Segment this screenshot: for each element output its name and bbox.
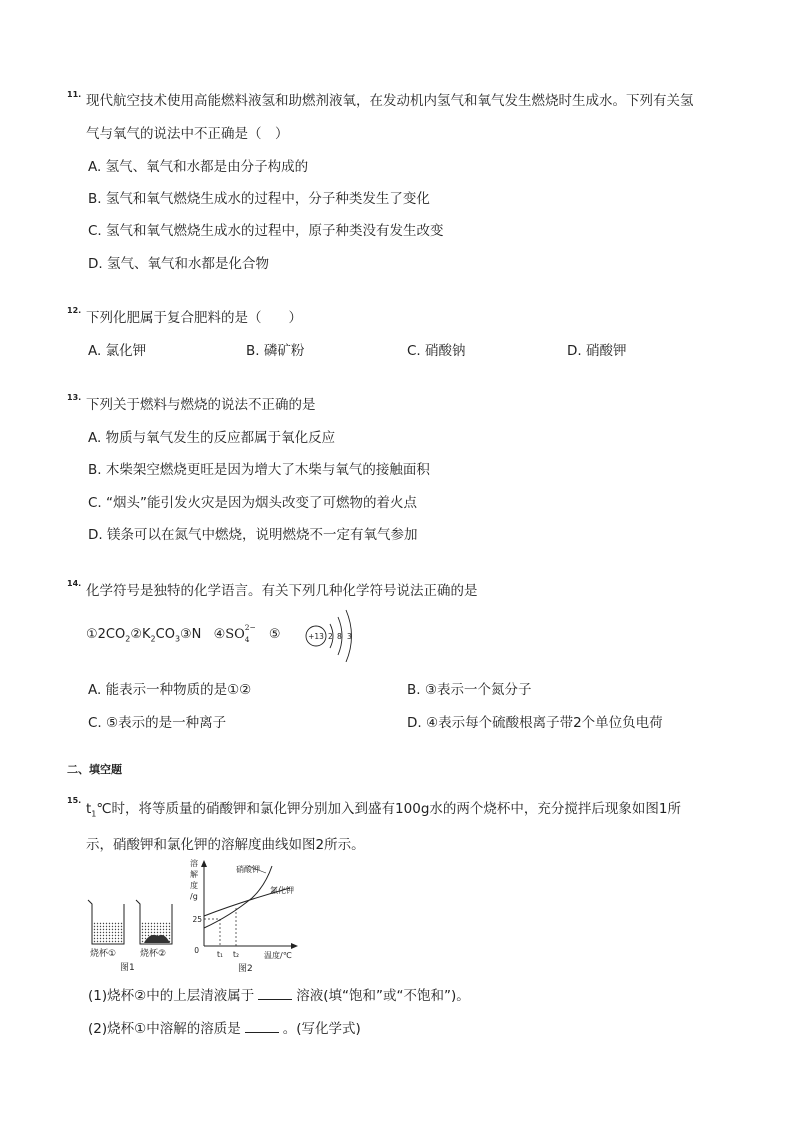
q11-stem-line2: 气与氧气的说法中不正确是（ ） [86, 126, 289, 142]
q13-option-d: D. 镁条可以在氮气中燃烧，说明燃烧不一定有氧气参加 [88, 527, 418, 543]
q15-sub2: (2)烧杯①中溶解的溶质是 。(写化学式) [88, 1021, 361, 1037]
y-axis-label-char-2: 解 [190, 870, 198, 879]
beaker-2-label: 烧杯② [140, 949, 167, 959]
origin-label: 0 [194, 946, 199, 955]
q11-option-b: B. 氢气和氧气燃烧生成水的过程中，分子种类发生了变化 [88, 191, 430, 207]
q12-option-b: B. 磷矿粉 [246, 343, 305, 359]
q15-sub1-blank[interactable] [258, 987, 292, 1000]
q13-option-b: B. 木柴架空燃烧更旺是因为增大了木柴与氧气的接触面积 [88, 462, 430, 478]
figure-1-caption: 图1 [120, 963, 135, 973]
q13-stem: 下列关于燃料与燃烧的说法不正确的是 [86, 397, 316, 413]
y-axis-arrow [201, 860, 207, 867]
x-tick-t1: t₁ [217, 950, 223, 959]
q13-option-a: A. 物质与氧气发生的反应都属于氧化反应 [88, 430, 336, 446]
q14-number: 14. [67, 579, 82, 588]
shell-2-count: 8 [337, 632, 342, 641]
q15-number: 15. [67, 796, 82, 805]
y-axis-label-char-1: 溶 [190, 859, 198, 868]
y-axis-label-char-4: /g [190, 892, 198, 901]
q14-option-b: B. ③表示一个氮分子 [407, 682, 532, 698]
q11-stem-line1: 现代航空技术使用高能燃料液氢和助燃剂液氧，在发动机内氢气和氧气发生燃烧时生成水。下列有关氢 [86, 93, 694, 109]
x-axis-label: 温度/℃ [264, 951, 292, 960]
formula-so4: ④SO 2− 4 [213, 622, 256, 644]
q11-option-c: C. 氢气和氧气燃烧生成水的过程中，原子种类没有发生改变 [88, 223, 444, 239]
q12-option-c: C. 硝酸钠 [407, 343, 466, 359]
q15-sub1: (1)烧杯②中的上层清液属于 溶液(填“饱和”或“不饱和”)。 [88, 988, 470, 1004]
nucleus-charge: +13 [308, 632, 324, 641]
q14-formula-line [86, 622, 281, 644]
q12-number: 12. [67, 306, 82, 315]
kno3-curve [204, 866, 272, 928]
formula-atom-label: ⑤ [268, 627, 281, 642]
q15-sub2-blank[interactable] [245, 1020, 279, 1033]
formula-k2co3: $②K_2CO_3$ [130, 627, 181, 644]
figure-2-solubility-chart [190, 858, 305, 976]
q12-option-a: A. 氯化钾 [88, 343, 147, 359]
q12-stem: 下列化肥属于复合肥料的是（ ） [86, 310, 302, 326]
kno3-curve-label: 硝酸钾 [236, 865, 260, 874]
q11-option-d: D. 氢气、氧气和水都是化合物 [88, 256, 269, 272]
x-tick-t2: t₂ [233, 950, 239, 959]
kcl-curve-label: 氯化钾 [270, 886, 294, 895]
q14-option-d: D. ④表示每个硫酸根离子带2个单位负电荷 [407, 715, 663, 731]
shell-3-count: 3 [347, 632, 352, 641]
q13-option-c: C. “烟头”能引发火灾是因为烟头改变了可燃物的着火点 [88, 495, 417, 511]
formula-n: ③N [180, 627, 202, 642]
beaker-1-solution [93, 922, 123, 943]
x-axis-arrow [291, 943, 298, 949]
q14-option-a: A. 能表示一种物质的是①② [88, 682, 252, 698]
q14-option-c: C. ⑤表示的是一种离子 [88, 715, 227, 731]
figure-2-caption: 图2 [238, 964, 253, 974]
q11-number: 11. [67, 90, 82, 99]
atom-structure-diagram [303, 606, 365, 662]
q13-number: 13. [67, 393, 82, 402]
y-axis-label-char-3: 度 [190, 881, 198, 890]
q15-stem-line2: 示，硝酸钾和氯化钾的溶解度曲线如图2所示。 [86, 837, 365, 853]
shell-1-count: 2 [328, 632, 333, 641]
formula-2co2: $①2CO_2$ [86, 627, 131, 644]
y-tick-25: 25 [192, 915, 202, 924]
figure-1-beakers [84, 892, 194, 976]
beaker-1-label: 烧杯① [90, 949, 117, 959]
section-title: 二、填空题 [67, 763, 122, 776]
q12-option-d: D. 硝酸钾 [567, 343, 627, 359]
q15-stem-line1: $t_1℃$时，将等质量的硝酸钾和氯化钾分别加入到盛有100g水的两个烧杯中，充分搅拌后现象如图1所 [86, 801, 681, 819]
q11-option-a: A. 氢气、氧气和水都是由分子构成的 [88, 159, 309, 175]
q14-stem: 化学符号是独特的化学语言。有关下列几种化学符号说法正确的是 [86, 583, 478, 599]
